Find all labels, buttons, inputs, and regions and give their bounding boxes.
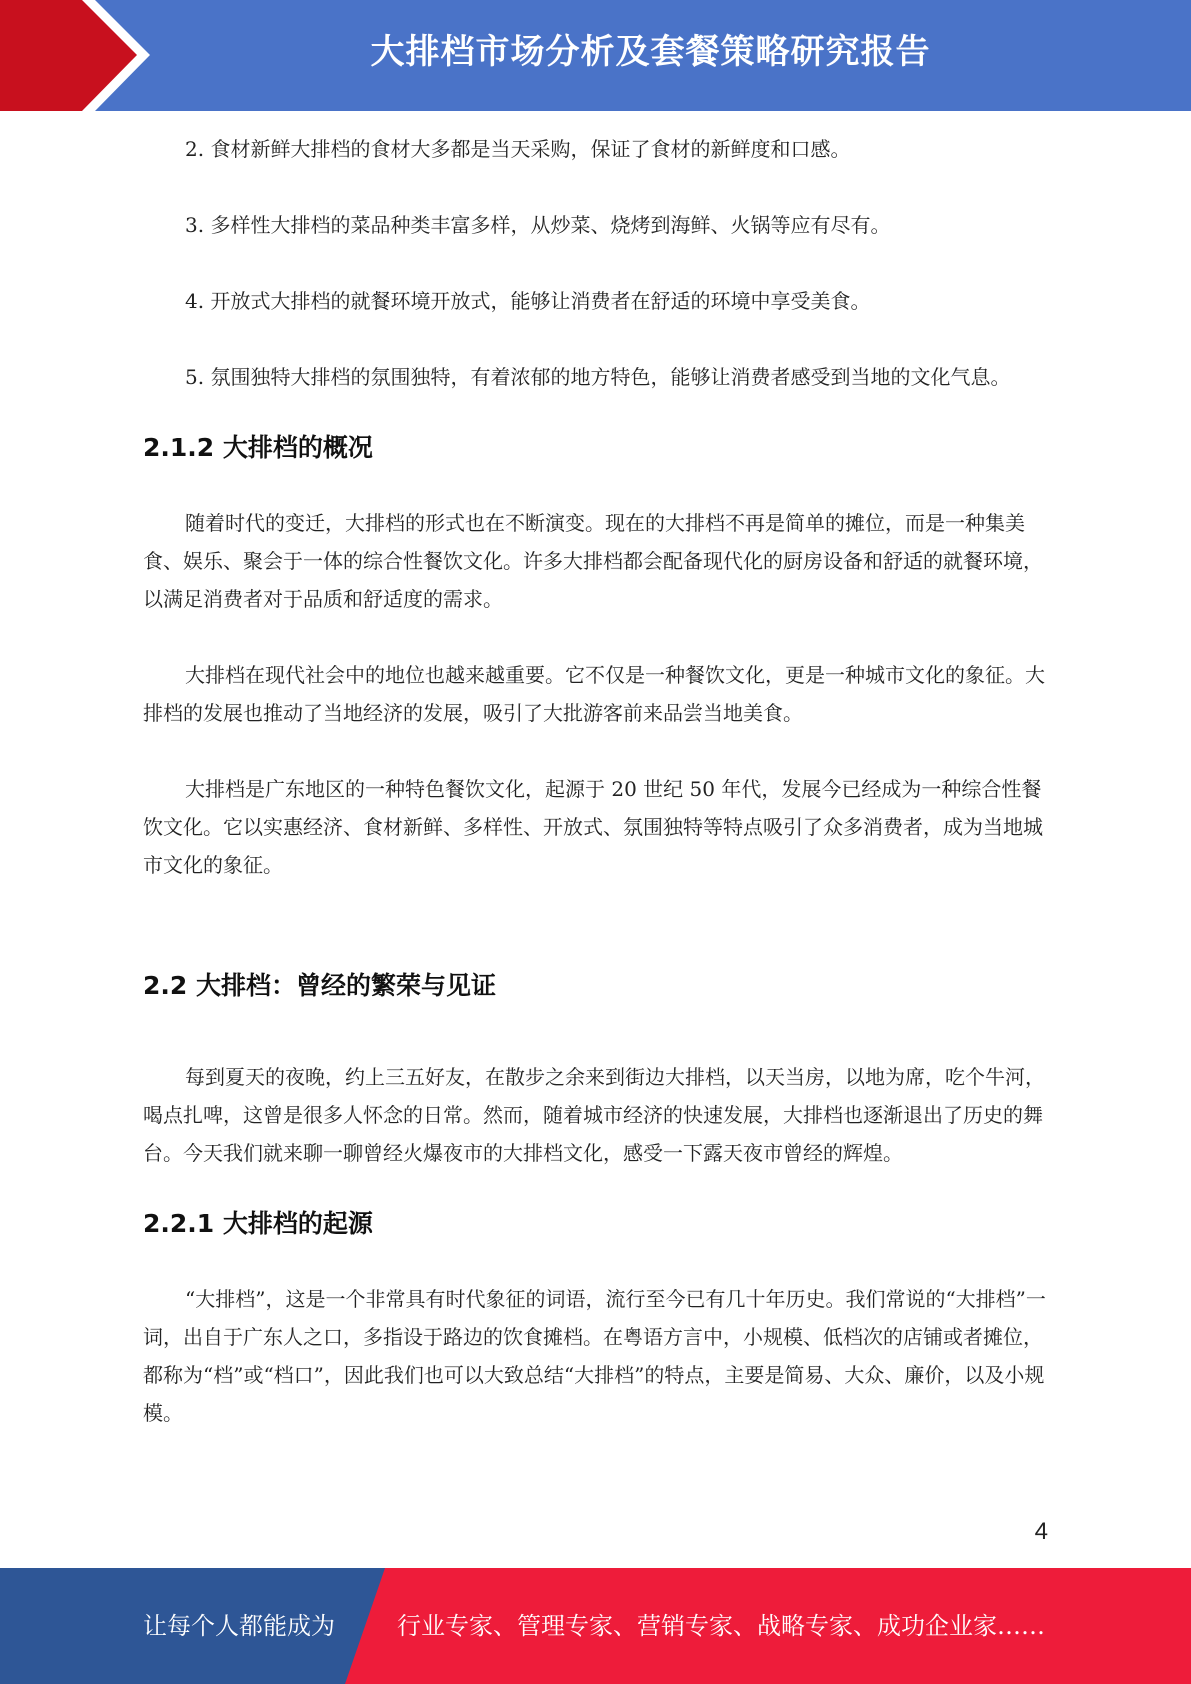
list-item: 4. 开放式大排档的就餐环境开放式，能够让消费者在舒适的环境中享受美食。: [185, 289, 871, 313]
paragraph: 大排档是广东地区的一种特色餐饮文化，起源于 20 世纪 50 年代，发展今已经成为一种综合性餐饮文化。它以实惠经济、食材新鲜、多样性、开放式、氛围独特等特点吸引了众多消费者，成为当地城市文化的象征。: [143, 777, 1043, 877]
document-body: [143, 130, 1048, 1432]
paragraph: 每到夏天的夜晚，约上三五好友，在散步之余来到街边大排档，以天当房，以地为席，吃个牛河，喝点扎啤，这曾是很多人怀念的日常。然而，随着城市经济的快速发展，大排档也逐渐退出了历史的舞台。今天我们就来聊一聊曾经火爆夜市的大排档文化，感受一下露天夜市曾经的辉煌。: [143, 1065, 1045, 1165]
list-item: 2. 食材新鲜大排档的食材大多都是当天采购，保证了食材的新鲜度和口感。: [185, 137, 851, 161]
footer-slogan-left: 让每个人都能成为: [143, 1612, 335, 1640]
page-number: 4: [1034, 1518, 1048, 1545]
paragraph: “大排档”，这是一个非常具有时代象征的词语，流行至今已有几十年历史。我们常说的“大排档”一词，出自于广东人之口，多指设于路边的饮食摊档。在粤语方言中，小规模、低档次的店铺或者摊位，都称为“档”或“档口”，因此我们也可以大致总结“大排档”的特点，主要是简易、大众、廉价，以及小规模。: [143, 1287, 1046, 1425]
paragraph: 随着时代的变迁，大排档的形式也在不断演变。现在的大排档不再是简单的摊位，而是一种集美食、娱乐、聚会于一体的综合性餐饮文化。许多大排档都会配备现代化的厨房设备和舒适的就餐环境，以满足消费者对于品质和舒适度的需求。: [143, 511, 1043, 611]
list-item: 5. 氛围独特大排档的氛围独特，有着浓郁的地方特色，能够让消费者感受到当地的文化气息。: [185, 365, 1011, 389]
footer-slogan-right: 行业专家、管理专家、营销专家、战略专家、成功企业家……: [397, 1612, 1045, 1640]
section-heading: 2.2 大排档：曾经的繁荣与见证: [143, 971, 496, 1000]
section-heading: 2.1.2 大排档的概况: [143, 433, 373, 462]
section-heading: 2.2.1 大排档的起源: [143, 1209, 373, 1238]
page-header: [0, 0, 1191, 111]
document-title: 大排档市场分析及套餐策略研究报告: [370, 32, 931, 72]
red-arrow-ribbon-icon: [0, 0, 160, 111]
page-footer: [0, 1568, 1191, 1684]
list-item: 3. 多样性大排档的菜品种类丰富多样，从炒菜、烧烤到海鲜、火锅等应有尽有。: [185, 213, 891, 237]
paragraph: 大排档在现代社会中的地位也越来越重要。它不仅是一种餐饮文化，更是一种城市文化的象征。大排档的发展也推动了当地经济的发展，吸引了大批游客前来品尝当地美食。: [143, 663, 1045, 725]
